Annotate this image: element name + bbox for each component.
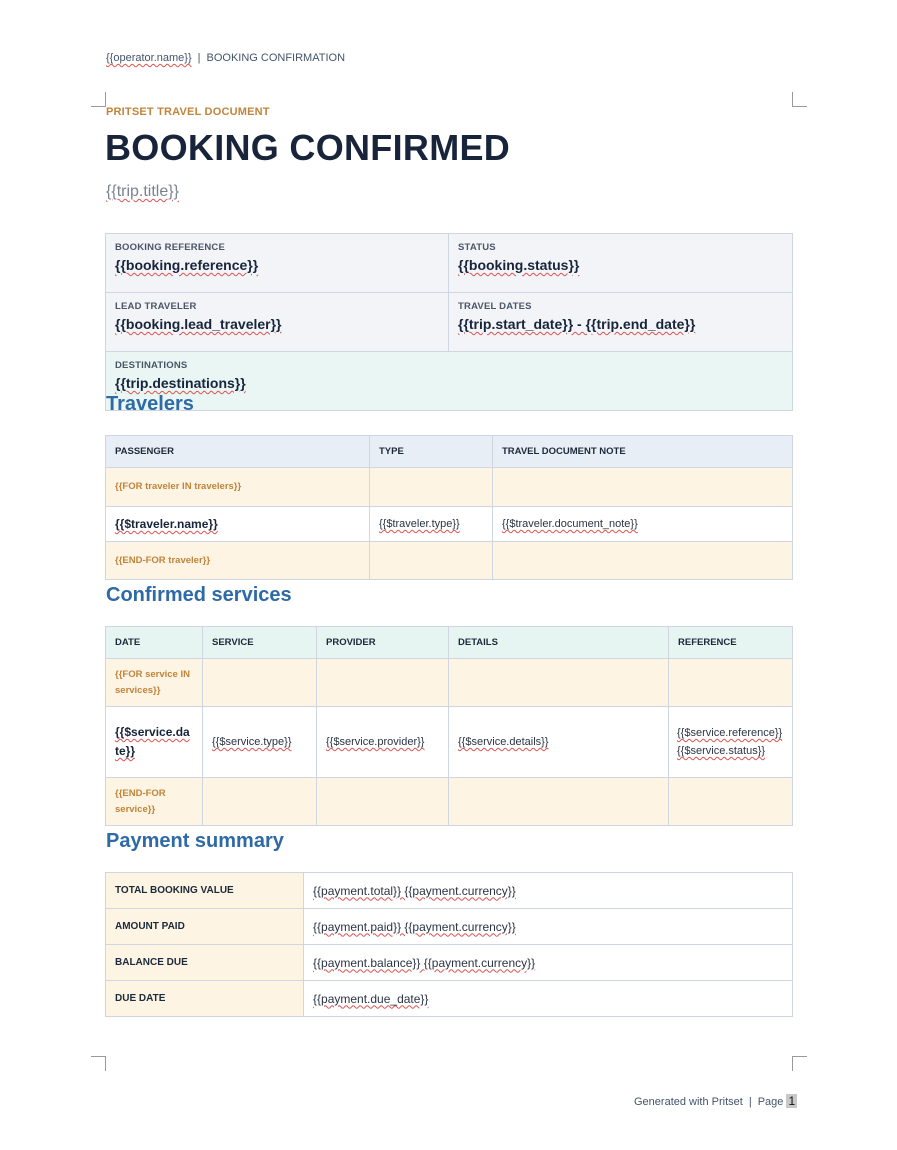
payment-value — [304, 909, 793, 945]
table-cell — [370, 468, 493, 507]
payment-summary-table — [105, 872, 793, 1017]
payment-paid-placeholder: {{payment.paid}} {{payment.currency}} — [313, 919, 516, 934]
column-header: PASSENGER — [106, 436, 370, 468]
column-header: TYPE — [370, 436, 493, 468]
lead-traveler-label: LEAD TRAVELER — [115, 301, 197, 312]
header-separator: | — [197, 52, 201, 64]
column-header: REFERENCE — [669, 627, 793, 659]
payment-label: BALANCE DUE — [106, 945, 304, 981]
table-row — [106, 981, 793, 1017]
table-cell — [493, 507, 793, 542]
crop-mark-bottom-left — [91, 1056, 106, 1071]
booking-reference-cell — [106, 234, 449, 293]
trip-title-placeholder: {{trip.title}} — [106, 183, 179, 200]
payment-label: AMOUNT PAID — [106, 909, 304, 945]
table-cell — [449, 659, 669, 707]
header-doc-label: BOOKING CONFIRMATION — [206, 52, 346, 64]
loop-start-tag: {{FOR service IN services}} — [115, 668, 190, 696]
table-cell — [493, 542, 793, 580]
loop-start-cell — [106, 659, 203, 707]
crop-mark-top-left — [91, 92, 106, 107]
crop-mark-bottom-right — [792, 1056, 807, 1071]
loop-end-cell — [106, 542, 370, 580]
generated-with-text: Generated with Pritset — [634, 1096, 743, 1108]
loop-end-tag: {{END-FOR traveler}} — [115, 554, 211, 566]
destinations-cell — [106, 352, 793, 411]
destinations-label: DESTINATIONS — [115, 360, 188, 371]
table-row — [106, 468, 793, 507]
status-value: {{booking.status}} — [458, 257, 580, 273]
document-kicker: PRITSET TRAVEL DOCUMENT — [106, 106, 270, 118]
travelers-heading: Travelers — [106, 393, 194, 415]
booking-reference-label: BOOKING REFERENCE — [115, 242, 226, 253]
payment-value — [304, 873, 793, 909]
table-row — [106, 778, 793, 826]
page-header — [106, 52, 345, 64]
table-cell — [203, 778, 317, 826]
page-title: BOOKING CONFIRMED — [105, 127, 511, 168]
table-cell — [449, 707, 669, 778]
payment-heading: Payment summary — [106, 830, 284, 852]
service-type-placeholder: {{$service.type}} — [212, 736, 292, 748]
payment-total-placeholder: {{payment.total}} {{payment.currency}} — [313, 883, 516, 898]
service-provider-placeholder: {{$service.provider}} — [326, 736, 425, 748]
operator-name: {{operator.name}} — [106, 52, 192, 64]
table-row — [106, 507, 793, 542]
page-footer — [634, 1094, 797, 1108]
table-cell — [669, 659, 793, 707]
table-cell — [370, 542, 493, 580]
table-cell — [317, 707, 449, 778]
status-cell — [449, 234, 793, 293]
booking-summary-table — [105, 233, 793, 411]
crop-mark-top-right — [792, 92, 807, 107]
column-header: PROVIDER — [317, 627, 449, 659]
table-cell — [106, 707, 203, 778]
service-details-placeholder: {{$service.details}} — [458, 736, 549, 748]
service-reference-placeholder: {{$service.reference}} — [677, 727, 783, 739]
table-cell — [669, 778, 793, 826]
table-cell — [203, 659, 317, 707]
footer-separator: | — [748, 1096, 752, 1108]
payment-value — [304, 981, 793, 1017]
table-cell — [669, 707, 793, 778]
table-cell — [317, 659, 449, 707]
loop-start-tag: {{FOR traveler IN travelers}} — [115, 481, 242, 492]
column-header: DATE — [106, 627, 203, 659]
services-table — [105, 626, 793, 826]
loop-start-cell — [106, 468, 370, 507]
table-cell — [106, 507, 370, 542]
booking-reference-value: {{booking.reference}} — [115, 257, 259, 273]
travel-dates-label: TRAVEL DATES — [458, 301, 532, 312]
table-row — [106, 659, 793, 707]
travel-dates-cell — [449, 293, 793, 352]
payment-balance-placeholder: {{payment.balance}} {{payment.currency}} — [313, 955, 536, 970]
travel-dates-value: {{trip.start_date}} - {{trip.end_date}} — [458, 316, 696, 332]
table-cell — [493, 468, 793, 507]
table-cell — [370, 507, 493, 542]
services-heading: Confirmed services — [106, 584, 292, 606]
table-row — [106, 945, 793, 981]
loop-end-cell — [106, 778, 203, 826]
page-number: 1 — [788, 1094, 796, 1108]
table-row — [106, 542, 793, 580]
column-header: DETAILS — [449, 627, 669, 659]
traveler-type-placeholder: {{$traveler.type}} — [379, 518, 460, 530]
destinations-value: {{trip.destinations}} — [115, 375, 246, 391]
lead-traveler-cell — [106, 293, 449, 352]
lead-traveler-value: {{booking.lead_traveler}} — [115, 316, 282, 332]
loop-end-tag: {{END-FOR service}} — [115, 787, 166, 815]
payment-label: DUE DATE — [106, 981, 304, 1017]
table-cell — [317, 778, 449, 826]
payment-due-date-placeholder: {{payment.due_date}} — [313, 991, 429, 1006]
table-row — [106, 873, 793, 909]
table-cell — [203, 707, 317, 778]
service-date-placeholder: {{$service.date}} — [115, 725, 190, 758]
table-row — [106, 909, 793, 945]
table-row — [106, 707, 793, 778]
payment-value — [304, 945, 793, 981]
column-header: SERVICE — [203, 627, 317, 659]
column-header: TRAVEL DOCUMENT NOTE — [493, 436, 793, 468]
traveler-document-note-placeholder: {{$traveler.document_note}} — [502, 518, 638, 530]
page-label: Page — [757, 1096, 784, 1108]
status-label: STATUS — [458, 242, 496, 253]
travelers-table — [105, 435, 793, 580]
service-status-placeholder: {{$service.status}} — [677, 745, 766, 757]
traveler-name-placeholder: {{$traveler.name}} — [115, 517, 218, 531]
payment-label: TOTAL BOOKING VALUE — [106, 873, 304, 909]
table-cell — [449, 778, 669, 826]
